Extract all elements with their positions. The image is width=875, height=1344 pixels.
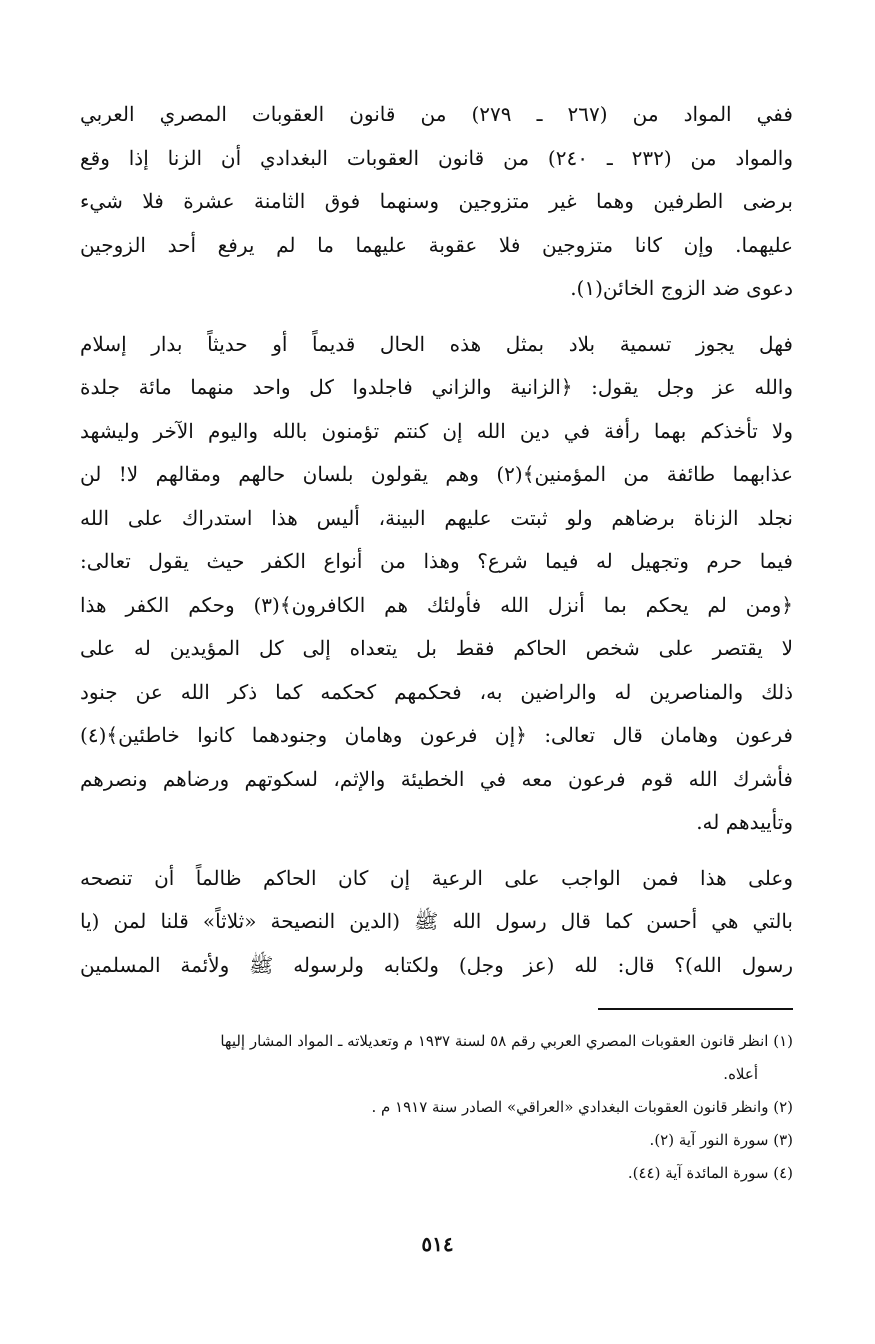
- text-line: ففي المواد من (٢٦٧ ـ ٢٧٩) من قانون العقوبات المصري العربي: [80, 102, 793, 126]
- footnote-3: (٣) سورة النور آية (٢).: [649, 1131, 793, 1149]
- text-line: نجلد الزناة برضاهم ولو ثبتت عليهم البينة، أليس هذا استدراك على الله: [80, 505, 793, 530]
- text-line: عذابهما طائفة من المؤمنين﴾(٢) وهم يقولون بلسان حالهم ومقالهم لا! لن: [80, 462, 794, 486]
- text-line: ذلك والمناصرين له والراضين به، فحكمهم كحكمه كما ذكر الله عن جنود: [80, 679, 793, 704]
- footnote-1: (١) انظر قانون العقوبات المصري العربي رقم ٥٨ لسنة ١٩٣٧ م وتعديلاته ـ المواد المشار إليها: [220, 1032, 793, 1050]
- text-line: برضى الطرفين وهما غير متزوجين وسنهما فوق الثامنة عشرة فلا شيء: [80, 189, 793, 213]
- text-line: وعلى هذا فمن الواجب على الرعية إن كان الحاكم ظالماً أن تنصحه: [80, 865, 793, 890]
- text-line: والله عز وجل يقول: ﴿الزانية والزاني فاجلدوا كل واحد منهما مائة جلدة: [80, 375, 794, 399]
- text-line: والمواد من (٢٣٢ ـ ٢٤٠) من قانون العقوبات البغدادي أن الزنا إذا وقع: [80, 145, 794, 170]
- paragraph-3: [80, 857, 793, 988]
- footnote-2: (٢) وانظر قانون العقوبات البغدادي «العراقي» الصادر سنة ١٩١٧ م .: [371, 1098, 793, 1116]
- text-line: فرعون وهامان قال تعالى: ﴿إن فرعون وهامان وجنودهما كانوا خاطئين﴾(٤): [80, 723, 793, 747]
- text-line: بالتي هي أحسن كما قال رسول الله ﷺ (الدين النصيحة «ثلاثاً» قلنا لمن (يا: [80, 909, 793, 933]
- text-line: ﴿ومن لم يحكم بما أنزل الله فأولئك هم الكافرون﴾(٣) وحكم الكفر هذا: [80, 592, 793, 617]
- footnote-4: (٤) سورة المائدة آية (٤٤).: [627, 1164, 793, 1182]
- text-line: فيما حرم وتجهيل له فيما شرع؟ وهذا من أنواع الكفر حيث يقول تعالى:: [80, 549, 793, 573]
- footnote-divider: [598, 1008, 793, 1010]
- footnote-1-continuation: أعلاه.: [723, 1065, 758, 1083]
- text-line: رسول الله)؟ قال: لله (عز وجل) ولكتابه ولرسوله ﷺ ولأئمة المسلمين: [80, 952, 793, 977]
- text-line: دعوى ضد الزوج الخائن(١).: [570, 276, 793, 300]
- text-line: عليهما. وإن كانا متزوجين فلا عقوبة عليهما ما لم يرفع أحد الزوجين: [80, 232, 793, 257]
- text-line: لا يقتصر على شخص الحاكم فقط بل يتعداه إلى كل المؤيدين له على: [80, 636, 793, 660]
- text-line: وتأييدهم له.: [696, 810, 793, 834]
- text-line: ولا تأخذكم بهما رأفة في دين الله إن كنتم تؤمنون بالله واليوم الآخر وليشهد: [80, 418, 793, 443]
- text-line: فهل يجوز تسمية بلاد بمثل هذه الحال قديماً أو حديثاً بدار إسلام: [80, 331, 793, 356]
- paragraph-2: [80, 323, 793, 845]
- main-text: [80, 93, 793, 987]
- text-line: فأشرك الله قوم فرعون معه في الخطيئة والإثم، لسكوتهم ورضاهم ونصرهم: [80, 766, 793, 791]
- paragraph-1: [80, 93, 793, 311]
- footnotes: [80, 1025, 793, 1190]
- page-number: ٥١٤: [421, 1232, 454, 1256]
